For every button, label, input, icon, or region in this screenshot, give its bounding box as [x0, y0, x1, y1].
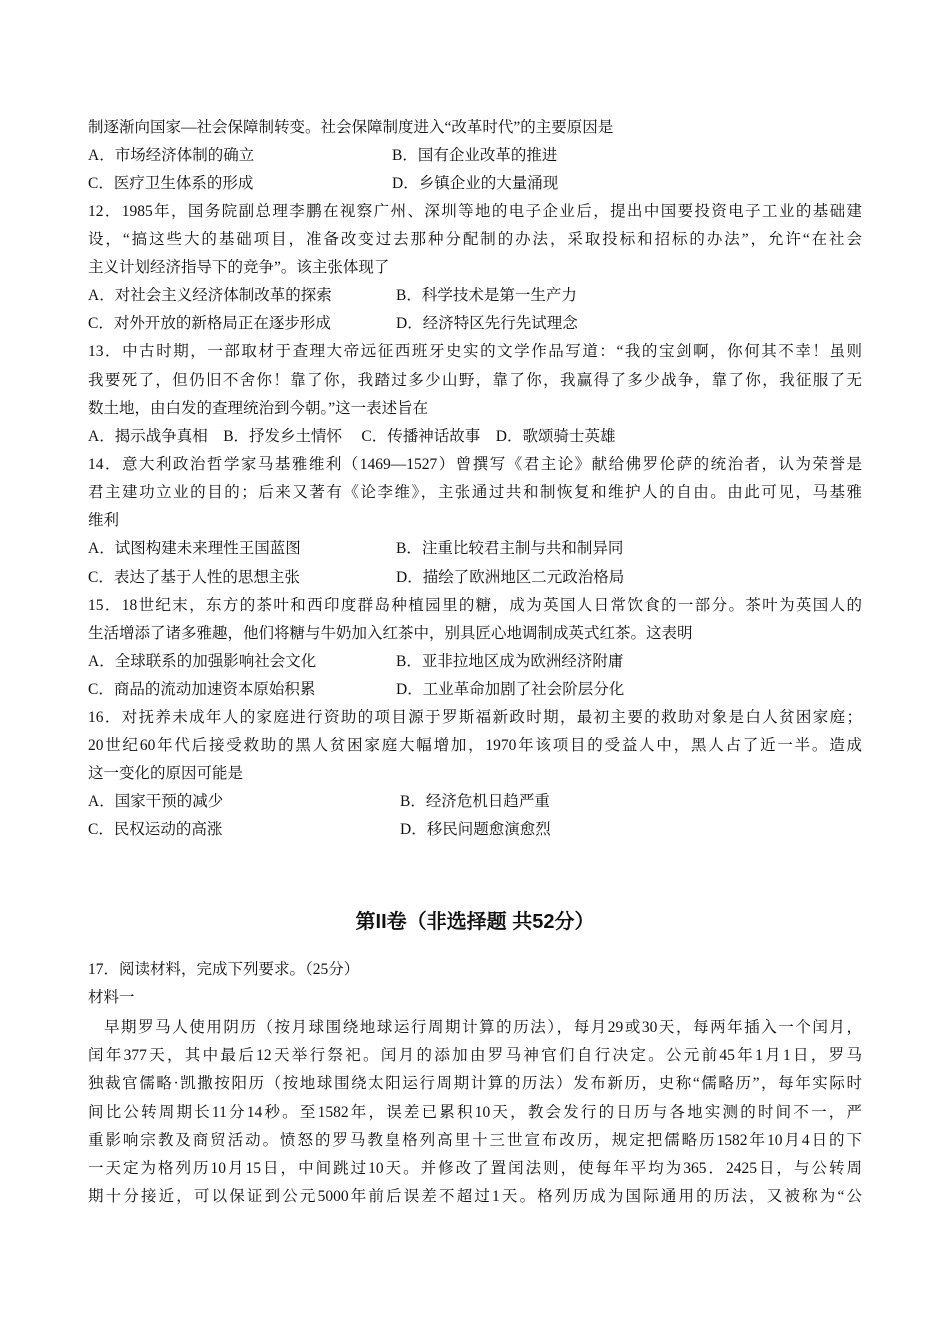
q15-stem-line: 15．18世纪末，东方的茶叶和西印度群岛种植园里的糖，成为英国人日常饮食的一部分。茶叶为英国人的 — [88, 597, 862, 614]
q16-option-c: C．民权运动的高涨 — [88, 821, 223, 838]
section-2-title: 第II卷（非选择题 共52分） — [355, 911, 595, 933]
q17-material-label: 材料一 — [88, 989, 135, 1006]
q11-stem: 制逐渐向国家—社会保障制转变。社会保障制度进入“改革时代”的主要原因是 — [88, 119, 614, 136]
q14-stem-line: 维利 — [88, 512, 120, 529]
q17-paragraph-line: 早期罗马人使用阴历（按月球围绕地球运行周期计算的历法），每月29或30天，每两年插入一个闰月， — [104, 1019, 862, 1036]
q12-option-d: D．经济特区先行先试理念 — [396, 315, 578, 332]
q11-option-b: B．国有企业改革的推进 — [392, 147, 558, 164]
q14-stem-line: 君主建功立业的目的；后来又著有《论李维》，主张通过共和制恢复和维护人的自由。由此可见，马基雅 — [88, 484, 862, 501]
q15-option-a: A．全球联系的加强影响社会文化 — [88, 653, 317, 670]
q13-stem-line: 我要死了，但仍旧不舍你！靠了你，我踏过多少山野，靠了你，我赢得了多少战争，靠了你，我征服了无 — [88, 372, 862, 389]
q12-stem-line: 设，“搞这些大的基础项目，准备改变过去那种分配制的办法，采取投标和招标的办法”，允许“在社会 — [88, 231, 862, 248]
q17-paragraph-line: 重影响宗教及商贸活动。愤怒的罗马教皇格列高里十三世宣布改历，规定把儒略历1582年10月4日的下 — [88, 1132, 862, 1149]
q16-option-a: A．国家干预的减少 — [88, 793, 224, 810]
q15-option-d: D．工业革命加剧了社会阶层分化 — [396, 681, 625, 698]
q12-stem-line: 主义计划经济指导下的竞争”。该主张体现了 — [88, 259, 390, 276]
q14-option-a: A．试图构建未来理性王国蓝图 — [88, 540, 301, 557]
q17-stem: 17．阅读材料，完成下列要求。（25分） — [88, 961, 360, 978]
q16-stem-line: 这一变化的原因可能是 — [88, 765, 244, 782]
q17-paragraph-line: 期十分接近，可以保证到公元5000年前后误差不超过1天。格列历成为国际通用的历法，又被称为“公 — [88, 1188, 862, 1205]
q11-option-d: D．乡镇企业的大量涌现 — [392, 175, 559, 192]
q15-option-c: C．商品的流动加速资本原始积累 — [88, 681, 316, 698]
q14-option-b: B．注重比较君主制与共和制异同 — [396, 540, 624, 557]
q15-option-b: B．亚非拉地区成为欧洲经济附庸 — [396, 653, 624, 670]
q16-stem-line: 20世纪60年代后接受救助的黑人贫困家庭大幅增加，1970年该项目的受益人中，黑人占了近一半。造成 — [88, 737, 862, 754]
q12-option-a: A．对社会主义经济体制改革的探索 — [88, 287, 332, 304]
q14-stem-line: 14．意大利政治哲学家马基雅维利（1469—1527）曾撰写《君主论》献给佛罗伦萨的统治者，认为荣誉是 — [88, 456, 862, 473]
q17-paragraph-line: 一天定为格列历10月15日，中间跳过10天。并修改了置闰法则，使每年平均为365．2425日，与公转周 — [88, 1160, 862, 1177]
q12-option-b: B．科学技术是第一生产力 — [396, 287, 577, 304]
q12-option-c: C．对外开放的新格局正在逐步形成 — [88, 315, 331, 332]
q17-paragraph-line: 间比公转周期长11分14秒。至1582年，误差已累积10天，教会发行的日历与各地实测的时间不一，严 — [88, 1104, 862, 1121]
q16-option-d: D．移民问题愈演愈烈 — [400, 821, 551, 838]
q14-option-c: C．表达了基于人性的思想主张 — [88, 569, 300, 586]
q17-paragraph-line: 闰年377天，其中最后12天举行祭祀。闰月的添加由罗马神官们自行决定。公元前45年1月1日，罗马 — [88, 1047, 862, 1064]
q14-option-d: D．描绘了欧洲地区二元政治格局 — [396, 569, 625, 586]
q12-stem-line: 12．1985年，国务院副总理李鹏在视察广州、深圳等地的电子企业后，提出中国要投资电子工业的基础建 — [88, 203, 862, 220]
q17-paragraph-line: 独裁官儒略·凯撒按阳历（按地球围绕太阳运行周期计算的历法）发布新历，史称“儒略历”，每年实际时 — [88, 1075, 862, 1092]
q11-option-a: A．市场经济体制的确立 — [88, 147, 255, 164]
q13-options: A．揭示战争真相 B．抒发乡土情怀 C．传播神话故事 D．歌颂骑士英雄 — [88, 428, 616, 445]
q16-stem-line: 16．对抚养未成年人的家庭进行资助的项目源于罗斯福新政时期，最初主要的救助对象是白人贫困家庭； — [88, 709, 862, 726]
q15-stem-line: 生活增添了诸多雅趣，他们将糖与牛奶加入红茶中，别具匠心地调制成英式红茶。这表明 — [88, 625, 693, 642]
q11-option-c: C．医疗卫生体系的形成 — [88, 175, 254, 192]
q13-stem-line: 13．中古时期，一部取材于查理大帝远征西班牙史实的文学作品写道：“我的宝剑啊，你何其不幸！虽则 — [88, 343, 862, 360]
q13-stem-line: 数土地，由白发的查理统治到今朝。”这一表述旨在 — [88, 400, 429, 417]
q16-option-b: B．经济危机日趋严重 — [400, 793, 550, 810]
